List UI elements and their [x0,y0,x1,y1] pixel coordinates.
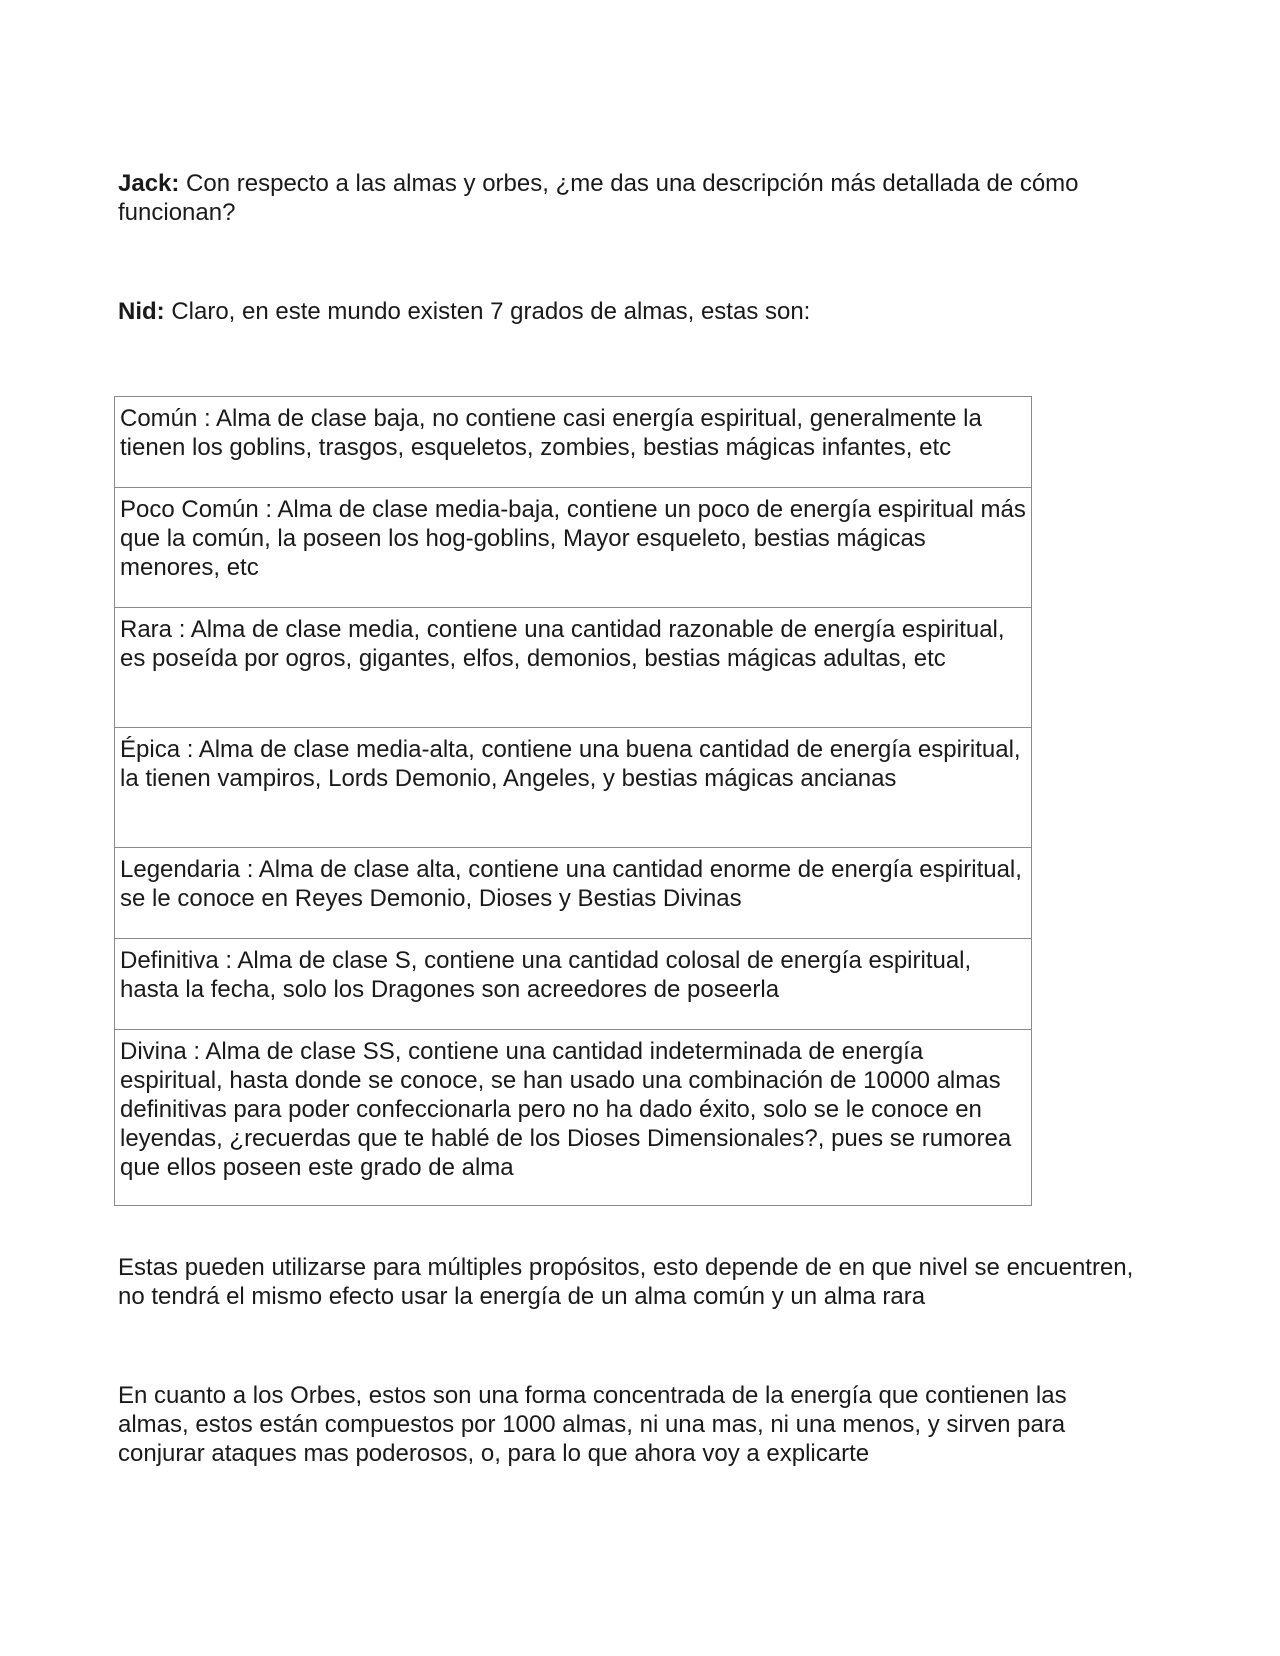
table-row [115,488,1032,608]
jack-dialogue-text: Con respecto a las almas y orbes, ¿me das una descripción más detallada de cómo funcionan? [118,170,1079,226]
nid-dialogue-line [118,297,1138,326]
souls-uses-paragraph: Estas pueden utilizarse para múltiples propósitos, esto depende de en que nivel se encuentren, no tendrá el mismo efecto usar la energía de un alma común y un alma rara [118,1254,1134,1310]
grade-cell-comun: Común : Alma de clase baja, no contiene casi energía espiritual, generalmente la tienen los goblins, trasgos, esqueletos, zombies, bestias mágicas infantes, etc [115,397,1032,488]
grade-cell-rara: Rara : Alma de clase media, contiene una cantidad razonable de energía espiritual, es poseída por ogros, gigantes, elfos, demonios, bestias mágicas adultas, etc [115,608,1032,728]
grade-cell-legendaria: Legendaria : Alma de clase alta, contiene una cantidad enorme de energía espiritual, se le conoce en Reyes Demonio, Dioses y Bestias Divinas [115,848,1032,939]
table-row [115,848,1032,939]
orbs-paragraph: En cuanto a los Orbes, estos son una forma concentrada de la energía que contienen las almas, estos están compuestos por 1000 almas, ni una mas, ni una menos, y sirven para conjurar ataques mas poderosos, o, para lo que ahora voy a explicarte [118,1382,1067,1467]
grade-cell-definitiva: Definitiva : Alma de clase S, contiene una cantidad colosal de energía espiritual, hasta la fecha, solo los Dragones son acreedores de poseerla [115,939,1032,1030]
table-row [115,608,1032,728]
speaker-name-nid: Nid: [118,298,165,325]
grade-cell-poco-comun: Poco Común : Alma de clase media-baja, contiene un poco de energía espiritual más que la común, la poseen los hog-goblins, Mayor esqueleto, bestias mágicas menores, etc [115,488,1032,608]
grade-cell-epica: Épica : Alma de clase media-alta, contiene una buena cantidad de energía espiritual, la tienen vampiros, Lords Demonio, Angeles, y bestias mágicas ancianas [115,728,1032,848]
table-row [115,939,1032,1030]
nid-dialogue-text: Claro, en este mundo existen 7 grados de almas, estas son: [164,298,811,325]
table-row [115,728,1032,848]
soul-grades-table [114,396,1032,1206]
table-row [115,1030,1032,1206]
grade-cell-divina: Divina : Alma de clase SS, contiene una cantidad indeterminada de energía espiritual, hasta donde se conoce, se han usado una combinación de 10000 almas definitivas para poder confeccionarla pero no ha dado éxito, solo se le conoce en leyendas, ¿recuerdas que te hablé de los Dioses Dimensionales?, pues se rumorea que ellos poseen este grado de alma [115,1030,1032,1206]
table-row [115,397,1032,488]
jack-dialogue-line [118,169,1138,227]
speaker-name-jack: Jack: [118,170,180,197]
